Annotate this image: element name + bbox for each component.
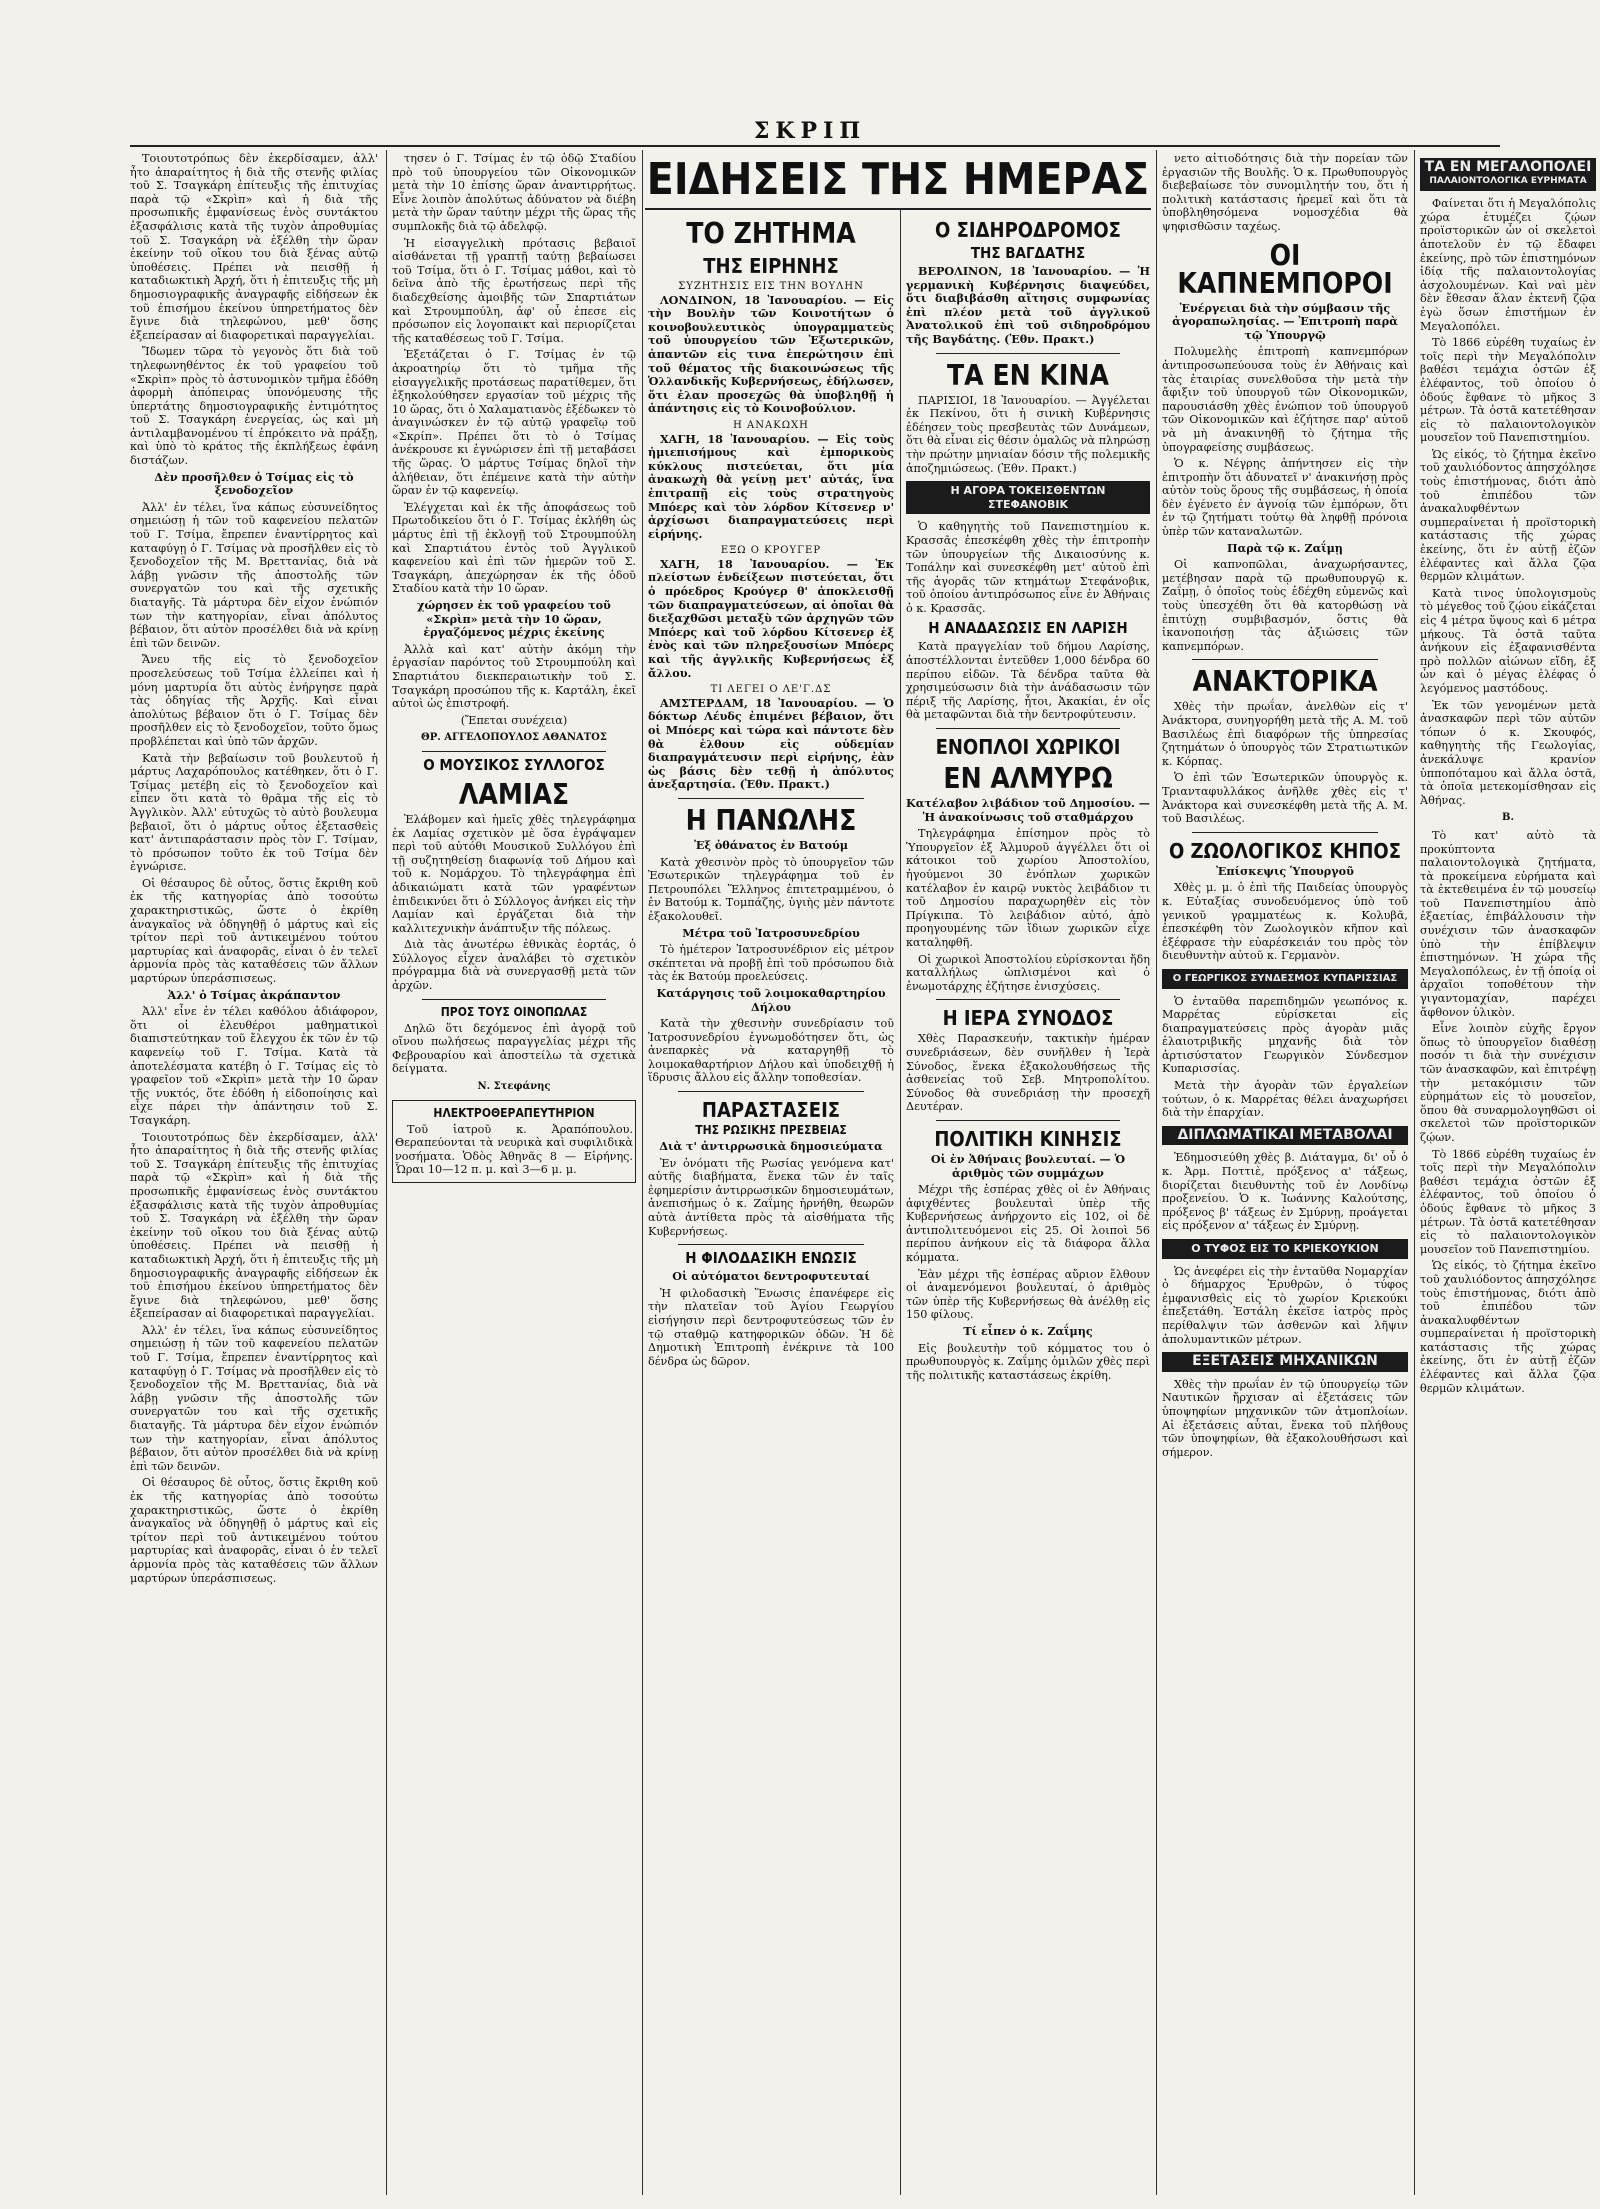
paragraph: Τὸ 1866 εὑρέθη τυχαίως ἐν τοῖς περὶ τὴν Μεγαλόπολιν βαθέσι τεμάχια ὀστῶν ἐξ ἐλέφαντος, τοῦ ὁποίου ὁ ὀδούς ἔφθανε τὸ μῆκος 3 μέτρων. Τὰ ὀστᾶ κατετέθησαν εἰς τὸ παλαιοντολογικὸν μουσεῖον τοῦ Πανεπιστημίου. [1420,1147,1596,1256]
paragraph: Ὁ καθηγητὴς τοῦ Πανεπιστημίου κ. Κρασσᾶς ἐπεσκέφθη χθὲς τὴν ἐπιτροπὴν τῶν ὑπουργείων τῆς Δικαιοσύνης κ. Τοπάλην καὶ συνεσκέφθη μετ' αὐτοῦ ἐπὶ τῆς ἀγορᾶς τῶν κτημάτων Στεφάνοβικ, τοῦ ὁποίου ἀντιπρόσωπος εἶνε ἐν Ἀθήναις ὁ κ. Κρασσᾶς. [906,520,1150,615]
subheading: Κατάργησις τοῦ λοιμοκαθαρτηρίου Δήλου [656,985,886,1014]
subheading: Ἀλλ' ὁ Τσίμας ἀκράπαντον [167,987,341,1002]
subheading: Οἱ αὐτόματοι δεντροφυτευταί [672,1269,870,1284]
kicker: ΤΙ ΛΕΓΕΙ Ο ΛΕ'Γ.ΔΣ [710,684,832,696]
masthead [0,0,1600,148]
ad-text: Τοῦ ἰατροῦ κ. Ἀραπόπουλου. Θεραπεύονται τὰ νευρικὰ καὶ συφιλιδικὰ νοσήματα. Ὁδὸς Ἀθηνᾶς 8 — Εἰρήνης. Ὧραι 10—12 π. μ. καὶ 3—6 μ. μ. [395,1122,633,1177]
paragraph: Κατὰ τινος ὑπολογισμοὺς τὸ μέγεθος τοῦ ζῴου εἰκάζεται εἰς 4 μέτρα ὕψους καὶ 6 μέτρα μήκους. Τὰ ὀστᾶ ταῦτα ἀνήκουν εἰς ἐξαφανισθέντα πρὸ πολλῶν αἰώνων εἴδη, ἐξ ὧν καὶ ὁ μέγας ἐλέφας ὁ λεγόμενος μαστόδους. [1420,586,1596,695]
paragraph: Τὸ κατ' αὐτὸ τὰ προκύπτοντα παλαιοντολογικὰ ζητήματα, τὰ προκείμενα εὑρήματα καὶ τὰ ἐκτεθειμένα ἐν τῷ μουσείῳ τοῦ Πανεπιστημίου ἀπὸ ἑξαετίας, ἐπιβάλλουσιν τὴν συνέχισιν τῶν ἀνασκαφῶν ὑπὸ τὴν ἐπίβλεψιν ἐπιστημόνων. Ἡ χώρα τῆς Μεγαλοπόλεως, ἐν τῇ ὁποίᾳ οἱ ἀρχαῖοι τοποθέτουν τὴν γιγαντομαχίαν, παρέχει ἄφθονον ὑλικὸν. [1420,828,1596,1019]
paragraph: Χθὲς μ. μ. ὁ ἐπὶ τῆς Παιδείας ὑπουργὸς κ. Εὐταξίας συνοδευόμενος ὑπὸ τοῦ γενικοῦ γραμματέως κ. Κολυβᾶ, ἐπεσκέφθη τὸν Ζωολογικὸν κῆπον καὶ ἐξέφρασε τὴν εὐαρέσκειάν του πρὸς τὸν διευθυντὴν αὐτοῦ κ. Γερμανὸν. [1162,881,1408,963]
paragraph: Κατὰ χθεσινὸν πρὸς τὸ ὑπουργεῖον τῶν Ἐσωτερικῶν τηλεγράφημα τοῦ ἐν Πετρουπόλει Ἕλληνος ἐπιτετραμμένου, ὁ ἐν Βατούμ κ. Τομπάζης, ὑγιὴς μὲν πάντοτε ἐξακολουθεῖ. [648,855,894,923]
paragraph: Μετὰ τὴν ἀγορὰν τῶν ἐργαλείων τούτων, ὁ κ. Μαρρέτας θέλει ἀναχωρήσει διὰ τὴν ἐπαρχίαν. [1162,1079,1408,1120]
paragraph: Ὁ ἐπὶ τῶν Ἐσωτερικῶν ὑπουργὸς κ. Τριανταφυλλάκος ἀνῆλθε χθὲς εἰς τ' Ἀνάκτορα καὶ συνεσκέφθη μετὰ τῆς Α. Μ. τοῦ Βασιλέως. [1162,771,1408,826]
separator [1192,832,1378,833]
kicker: ΣΥΖΗΤΗΣΙΣ ΕΙΣ ΤΗΝ ΒΟΥΛΗΝ [678,281,864,292]
ad-title: ΠΡΟΣ ΤΟΥΣ ΟΙΝΟΠΩΛΑΣ [440,1004,588,1019]
paragraph: νετο αἰτιοδότησις διὰ τὴν πορείαν τῶν ἐργασιῶν τῆς Βουλῆς. Ὁ κ. Πρωθυπουργὸς διεβεβαίωσε τὸν συνομιλητήν του, ὅτι ἡ πολιτικὴ κατάστασις ἠρεμεῖ καὶ ὅτι τὰ ὑποβληθησόμενα νομοσχέδια θὰ ψηφισθῶσιν ταχέως. [1162,152,1408,233]
paragraph: ΛΟΝΔΙΝΟΝ, 18 Ἰανουαρίου. — Εἰς τὴν Βουλὴν τῶν Κοινοτήτων ὁ κοινοβουλευτικὸς ὑπογραμματεὺς τοῦ ὑπουργείου τῶν Ἐξωτερικῶν, ἀπαντῶν εἰς τινα ἐπερώτησιν ἐπὶ τοῦ θέματος τῆς διακοινώσεως τῆς Ὁλλανδικῆς Κυβερνήσεως, ἐδήλωσεν, ὅτι ἐλαν προσεχῶς θὰ ὑποβληθῇ ἡ ἀπάντησις εἰς τὸ Κοινοβούλιον. [648,292,894,416]
headline: Η ΑΝΑΔΑΣΩΣΙΣ ΕΝ ΛΑΡΙΣΗ [928,619,1128,638]
paragraph: Ἡ εἰσαγγελικὴ πρότασις βεβαιοῖ αἰσθάνεται τῇ γραπτῇ ταύτῃ βεβαίωσει τοῦ Τσίμα, ὅτι ὁ Γ. Τσίμας μάθοι, καὶ τὸ δεῖνα ἀπὸ τῆς ἐρωτήσεως περὶ τῆς διαδεχθείσης ἀμοιβῆς τῶν Σπαρτιάτων καὶ Στρουμπούλη, ἀφ' οὗ ἐπεσε εἰς πρόσωπον εἰς λογοπαικτ καὶ περιορίζεται τῆς καταθέσεως τοῦ Γ. Τσίμα. [392,236,636,345]
subheading: Τί εἶπεν ὁ κ. Ζαΐμης [963,1324,1093,1339]
headline-box [1420,158,1596,191]
paragraph: Ἀλλ' ἐν τέλει, ἵνα κάπως εὐσυνείδητος σημειώσῃ ἡ τῶν τοῦ καφενείου πελατῶν τοῦ Γ. Τσίμα, ἔπρεπεν ἐναντίρρητος καὶ καταφύγῃ ὁ Γ. Τσίμας νὰ προσῆλθεν εἰς τὸ ξενοδοχεῖον τῆς Μ. Βρεττανίας, διὰ νὰ λάβῃ γνῶσιν τῆς ἀποστολῆς τῶν συνεργατῶν του καὶ τῆς σχετικῆς διαταγῆς. Τὰ μάρτυρα δὲν εἶχον ἐνώπιόν των τὴν κατηγορίαν, εἶναι ἀπόλυτος βέβαιον, ὅτι αὐτὸν προσέλθει διὰ νὰ κρίνῃ ἐπὶ τῶν δεινῶν. [130,1323,378,1473]
paragraph: Ἐξετάζεται ὁ Γ. Τσίμας ἐν τῷ ἀκροατηρίῳ ὅτι τὸ τμῆμα τῆς εἰσαγγελικῆς προτάσεως παρατίθεμεν, ὅτι ἐξηκολούθησεν εργασίαν τοῦ μέχρις τῆς 10 ὥρας, ὅτι ὁ Χαλαματιανὸς ἐξέδωκεν τὸ ἀναγινώσκεν ἐν τῷ αὐτῷ γραφεῖῳ τοῦ «Σκρίπ». Πρέπει ὅτι τὸ ὁ Τσίμας ἀνέκρουσε κι ἐγνώρισεν ἐπὶ τῇ μεταβάσει τῆς ὥρας. Ὁ μάρτυς Τσίμας δηλοῖ τὴν ἀλήθειαν, ὅτι ἐπέμεινε κατὰ τὴν αὐτὴν ὥραν ἐν τῷ καφενείῳ. [392,348,636,498]
column-divider [1156,150,1157,2195]
headline-box: Ο ΓΕΩΡΓΙΚΟΣ ΣΥΝΔΕΣΜΟΣ ΚΥΠΑΡΙΣΣΙΑΣ [1162,969,1408,989]
paragraph: Εἶνε λοιπὸν εὐχῆς ἔργον ὅπως τὸ ὑπουργεῖον διαθέσῃ ποσόν τι διὰ τὴν συνέχισιν τῶν ἀνασκαφῶν, καὶ ἐπιτρέψῃ τὴν μετακόμισιν τῶν εὑρημάτων εἰς τὸ μουσεῖον, ὅπου θὰ συναρμολογηθῶσι οἱ σκελετοὶ τῶν προϊστορικῶν ζῴων. [1420,1022,1596,1144]
paragraph: Ἀλλὰ καὶ κατ' αὐτὴν ἀκόμη τὴν ἐργασίαν παρόντος τοῦ Στρουμπούλη καὶ Σπαρτιάτου διεκπεραιωτικὴν τοῦ Σ. Τσαγκάρη προσώπου τῆς κ. Καρτάλη, ἐκεῖ αὐτοὶ ὡς ἐπιστροφή. [392,642,636,711]
paragraph: Χθὲς τὴν πρωΐαν, ἀνελθὼν εἰς τ' Ἀνάκτορα, συνηγορήθη μετὰ τῆς Α. Μ. τοῦ Βασιλέως ἐπὶ διαφόρων τῆς ὑπηρεσίας ζητημάτων ὁ ὑπουργὸς τῶν Στρατιωτικῶν κ. Κόρπας. [1162,700,1408,768]
column-6 [1420,152,1596,2192]
author-signature: ΘΡ. ΑΓΓΕΛΟΠΟΥΛΟΣ ΑΘΑΝΑΤΟΣ [421,732,607,744]
ad-text: Δηλῶ ὅτι δεχόμενος ἐπὶ ἀγορᾷ τοῦ οἴνου πωλήσεως παραγγελίας μέχρι τῆς Φεβρουαρίου καὶ ἀποστείλω τὰ σχετικὰ δείγματα. [392,1021,636,1076]
paragraph: Ἐκ τῶν γενομένων μετὰ ἀνασκαφῶν περὶ τῶν αὐτῶν τόπων ὁ κ. Σκουφός, καθηγητὴς τῆς Γεωλογίας, ἀνεκάλυψε κρανίον ὑπποπόταμου καὶ ἄλλα ὀστᾶ, τὰ ὁποῖα μετεκομίσθησαν εἰς Ἀθήνας. [1420,698,1596,807]
headline: ΤΑ ΕΝ ΚΙΝΑ [947,358,1109,392]
headline: ΤΟ ΖΗΤΗΜΑ [686,217,856,250]
paragraph: Πολυμελὴς ἐπιτροπὴ καπνεμπόρων ἀντιπροσωπεύουσα τοὺς ἐν Ἀθήναις καὶ τὰς ἐταιρίας συνελθοῦσα τὴν μετὰ τὴν ἄφιξιν τοῦ ὑπουργοῦ τῶν Οἰκονομικῶν, παρουσιάσθη χθὲς ἐνώπιον τοῦ ὑπουργοῦ τῶν Οἰκονομικῶν καὶ ἐζήτησε παρ' αὐτοῦ νὰ μὴ ἀνακινηθῇ τὸ ζήτημα τῆς ὑπογραφείσης συμβάσεως. [1162,345,1408,454]
paragraph: Κατὰ τὴν βεβαίωσιν τοῦ βουλευτοῦ ἡ μάρτυς Λαχαρόπουλος κατέθηκεν, ὅτι ὁ Γ. Τσίμας μετέβη εἰς τὸ ξενοδοχεῖον καὶ εἶπεν ὅτι κατὰ τὸ θρᾶμα τῆς εἰς τὸ Ἀγγλικὸν. Ἀλλ' εὐτυχῶς τὸ αὐτὸ βουλευμα βεβαιοῖ, ὅτι ὁ μάρτυς οὗτος ἐξετασθεὶς κατ' ἀντιπαράστασιν πρὸς τὸν Γ. Τσίμαν, τὸ πρόσωπον τοῦτο ἐκ τοῦ Τσίμα δὲν ἐγνώρισε. [130,751,378,874]
paragraph: Ἐν ὀνόματι τῆς Ρωσίας γενόμενα κατ' αὐτῆς διαβήματα, ἕνεκα τῶν ἐν ταῖς ἐφημερίσιν ἀντιρρωσικῶν δημοσιευμάτων, ἀνεπισήμως ὁ κ. Ζαΐμης ἠρνήθη, θεωρῶν αὐτὰ ἀντίθετα πρὸς τὰ αἰσθήματα τῆς Κυβερνήσεως. [648,1156,894,1238]
headline: ΤΗΣ ΡΩΣΙΚΗΣ ΠΡΕΣΒΕΙΑΣ [695,1123,847,1138]
headline-box: Ο ΤΥΦΟΣ ΕΙΣ ΤΟ ΚΡΙΕΚΟΥΚΙΟΝ [1162,1239,1408,1259]
column-divider [1414,150,1415,2195]
headline: Η ΦΙΛΟΔΑΣΙΚΗ ΕΝΩΣΙΣ [685,1249,857,1268]
paragraph: τησεν ὁ Γ. Τσίμας ἐν τῷ ὁδῷ Σταδίου πρὸ τοῦ ὑπουργείου τῶν Οἰκονομικῶν μετὰ τὴν 10 ἐπίσης ὥραν ἀναντιρρήτως. Εἶνε λοιπὸν ἀπολύτως ἀδύνατον νὰ διέβη μετὰ τὴν ὥραν ταύτην μέχρι τῆς ὥρας τῆς συμπλοκῆς διὰ τῷ ἀδελφῷ. [392,152,636,233]
headline-box: Η ΑΓΟΡΑ ΤΟΚΕΙΣΘΕΝΤΩΝ ΣΤΕΦΑΝΟΒΙΚ [906,481,1150,514]
paragraph: Οἱ θέσαυρος δὲ οὗτος, ὅστις ἔκριθη κοῦ ἐκ τῆς κατηγορίας ἀπὸ τοσούτω χαρακτηριστικῶς, ὥστε ὁ ἐκρίθη ἀναγκαῖος νὰ ὁδηγηθῇ ὁ μάρτυς καὶ εἰς τρίτον περὶ τοῦ ἀντικειμένου τούτου μαρτυρίας καὶ ἀναφορᾶς, εἶναι ὁ ἐν τελεῖ ἀρμονία πρὸς τὰς καταθέσεις τῶν ἄλλων μαρτύρων ὑπεράσπισεως. [130,876,378,986]
column-5 [1162,152,1408,2192]
headline: ΤΗΣ ΕΙΡΗΝΗΣ [703,254,839,278]
subheading: Οἱ ἐν Ἀθήναις βουλευταί. — Ὁ ἀριθμὸς τῶν συμμάχων [930,1151,1126,1180]
ad-signature: Ν. Στεφάνης [477,1081,551,1093]
paragraph: Ὁ κ. Νέγρης ἀπήντησεν εἰς τὴν ἐπιτροπὴν ὅτι ἀδυνατεῖ ν' ἀνακινήσῃ πρὸς αὐτὸν τοὺς ὅρους τῆς συμβάσεως, ἡ ὁποία δὲν ἐγένετο ἐν ἀγνοίᾳ τῶν ἐμπόρων, ὅτι ἐν τῷ ζητήματι τούτῳ θὰ ληφθῇ πρόνοια ὑπὲρ τῶν καταναλωτῶν. [1162,457,1408,539]
paragraph: Οἱ χωρικοὶ Ἀποστολίου εὐρίσκονται ἤδη καταλλήλως ὡπλισμένοι καὶ ὁ ἐνωμοτάρχης ἐζήτησε ἐνισχύσεις. [906,952,1150,993]
paragraph: Κατὰ πραγγελίαν τοῦ δήμου Λαρίσης, ἀποστέλλονται ἐντεῦθεν 1,000 δένδρα 60 περίπου εἰδῶν. Τὰ δένδρα ταῦτα θὰ χρησιμεύσωσιν διὰ τὴν ἀνάδασωσιν τῶν πέριξ τῆς Λαρίσης, ἦτοι, Ἀκακίαι, ἐν οἷς θὰ μεταφῶνται διὰ τὴν δεντροφύτευσιν. [906,640,1150,722]
subheading: Διὰ τ' ἀντιρρωσικὰ δημοσιεύματα [659,1139,883,1154]
paragraph: Ἴδωμεν τῶρα τὸ γεγονὸς ὅτι διὰ τοῦ τηλεφωνηθέντος ἐκ τοῦ γραφείου τοῦ «Σκρὶπ» πρὸς τὸ ἀστυνομικὸν τμῆμα ἐδόθη ἀφορμὴ ἀπόπειρας ὑπονόμευσης τῆς ὑπερτάτης δημοσιογραφικῆς ἐντιμότητος τοῦ Σ. Τσαγκάρη ἐνεργείας, ὡς καὶ μὴ ἀντιλαμβανομένου τί ἐπρόκειτο νὰ πράξῃ, καὶ ὑπὸ τὸ κράτος τῆς ἐκπλήξεως ἐφάνη διστάζων. [130,345,378,468]
separator [936,1120,1120,1121]
paragraph: Ἀλλ' εἶνε ἐν τέλει καθόλου ἀδιάφορον, ὅτι οἱ ἐλευθέροι μαθηματικοὶ διαπιστεύτηκαν τοῦ ἔλεγχου ἐκ τῶν ἐν τῷ καφενείῳ τοῦ Γ. Τσίμα. Κατὰ τὰ ἀποτελέσματα κατέβη ὁ Γ. Τσίμας εἰς τὸ γραφεῖον τοῦ «Σκρὶπ» μετὰ τὴν 10 ὥραν τῆς νυκτός, ὅτε ἐδόθη ἡ εἰδοποίησις καὶ εἶχε πάρει τὴν ἀπάντησιν τοῦ Σ. Τσαγκάρη. [130,1005,378,1127]
paragraph: Χθὲς Παρασκευήν, τακτικὴν ἡμέραν συνεδριάσεων, δὲν συνῆλθεν ἡ Ἱερὰ Σύνοδος, ἕνεκα ἐξακολουθήσεως τῆς ἀσθενείας τοῦ Σεβ. Μητροπολίτου. Σύνοδος θὰ συνεδριάσῃ τὴν προσεχῆ Δευτέραν. [906,1032,1150,1114]
subheading: Κατέλαβον λιβάδιον τοῦ Δημοσίου. — Ἡ ἀνακοίνωσις τοῦ σταθμάρχου [906,796,1150,824]
headline: Η ΙΕΡΑ ΣΥΝΟΔΟΣ [942,1006,1114,1031]
paragraph: Εἰς βουλευτὴν τοῦ κόμματος του ὁ πρωθυπουργὸς κ. Ζαΐμης ὁμιλῶν χθὲς περὶ τῆς πολιτικῆς καταστάσεως ἐκρίθη. [906,1341,1150,1382]
paragraph: Μέχρι τῆς ἑσπέρας χθὲς οἱ ἐν Ἀθήναις ἀφιχθέντες βουλευταὶ ὑπὲρ τῆς Κυβερνήσεως ἀνήρχοντο εἰς 102, οἱ δὲ ἀντιπολιτευόμενοι εἰς 25. Οἱ λοιποὶ 56 περίπου ἀνήκουν εἰς τὰ διάφορα ἄλλα κόμματα. [906,1183,1150,1265]
paragraph: ΑΜΣΤΕΡΔΑΜ, 18 Ἰανουαρίου. — Ὁ δόκτωρ Λέυδς ἐπιμένει βέβαιον, ὅτι οἱ Μπόερς καὶ τώρα καὶ πάντοτε δὲν θὰ ἐλθουν εἰς οὐδεμίαν διαπραγμάτευσιν περὶ εἰρήνης, ἐὰν ὡς βάσις δὲν τεθῇ ἡ ἀπόλυτος ἀνεξαρτησία. (Ἐθν. Πρακτ.) [648,695,894,792]
subheading: Μέτρα τοῦ Ἰατροσυνεδρίου [682,925,860,940]
headline: ΕΝ ΑΛΜΥΡΩ [943,762,1113,796]
column-3-body [648,212,894,2192]
separator [936,728,1120,729]
headline: Ο ΖΩΟΛΟΓΙΚΟΣ ΚΗΠΟΣ [1168,838,1401,863]
subheading: Ἐνέργειαι διὰ τὴν σύμβασιν τῆς ἀγοραπωλησίας. — Ἐπιτροπὴ παρὰ τῷ Ὑπουργῷ [1172,300,1398,342]
headline: ΤΑ ΕΝ ΜΕΓΑΛΟΠΟΛΕΙ [1424,159,1592,175]
subheading: Δὲν προσῆλθεν ὁ Τσίμας εἰς τὸ ξενοδοχεῖον [154,469,354,498]
column-2 [392,152,636,2192]
column-divider [642,150,643,2195]
headline-box: ΔΙΠΛΩΜΑΤΙΚΑΙ ΜΕΤΑΒΟΛΑΙ [1162,1126,1408,1146]
ad-title: ΗΛΕΚΤΡΟΘΕΡΑΠΕΥΤΗΡΙΟΝ [433,1105,595,1120]
column-divider [386,150,387,2195]
advertisement-box [392,1100,636,1183]
column-1 [130,152,378,2192]
paragraph: Τοιουτοτρόπως δὲν ἐκερδίσαμεν, ἀλλ' ἦτο ἀπαραίτητος ἡ διὰ τῆς στενῆς φιλίας τοῦ Σ. Τσαγκάρη ἐπίτευξις τῆς ἐπιτυχίας παρὰ τῷ «Σκρὶπ» καὶ ἡ διὰ τῆς προσωπικῆς ἐμφανίσεως ἑνὸς συντάκτου ἐξασφάλισις κατὰ τῆς τυχὸν ἀπροθυμίας τοῦ Σ. Τσαγκάρη νὰ ἐξέλθη τὴν ὥραν ἐκείνην τοῦ οἴκου του διὰ ξένας αὐτῷ ὑποθέσεις. Πρέπει νὰ πεισθῇ ἡ καταδιωκτικὴ Ἀρχή, ὅτι ἡ ἐπιτευξις τῆς μὴ δημοσιογραφικῆς ἀναγραφῆς εἰδήσεων ἐκ τοῦ ἐπισήμου ἐκείνου ὑπηρετήματος δὲν ἔγινε διὰ τηλεφώνου, μεθ' ὅσης ἐξεπείρασαν αἱ διαφορετικαὶ παραγγελίαι. [130,1130,378,1321]
column-4 [906,212,1150,2192]
paragraph: Χθὲς τὴν πρωΐαν ἐν τῷ ὑπουργείῳ τῶν Ναυτικῶν ἤρχισαν αἱ ἐξετάσεις τῶν ὑποψηφίων μηχανικῶν τῶν ἀτμοπλοίων. Αἱ ἐξετάσεις αὗται, ἕνεκα τοῦ πλήθους τῶν ὑποψηφίων, θὰ ἐξακολουθήσωσι καὶ σήμερον. [1162,1377,1408,1459]
main-banner-text: ΕΙΔΗΣΕΙΣ ΤΗΣ ΗΜΕΡΑΣ [646,154,1150,205]
paragraph: Τὸ ἠμέτερον Ἰατροσυνέδριον εἰς μέτρον σκέπτεται νὰ προβῇ ἐπὶ τοῦ πρόσωπου διὰ τὰς ἐκ Βατούμ προελεύσεις. [648,943,894,984]
headline: ΤΗΣ ΒΑΓΔΑΤΗΣ [970,244,1086,262]
paragraph: Κατὰ τὴν χθεσινὴν συνεδρίασιν τοῦ Ἰατροσυνεδρίου ἐγνωμοδότησεν ὅτι, ὡς ἀνεπαρκὲς νὰ καταργηθῇ τὸ λοιμοκαθαρτήριον Δήλου καὶ ὑποδειχθῇ ἡ ἵδρυσις ἄλλου εἰς ἄλλην τοποθεσίαν. [648,1017,894,1085]
continuation-note: (Ἔπεται συνέχεια) [460,713,568,727]
paragraph: Ὡς ἀνεφέρει εἰς τὴν ἐνταῦθα Νομαρχίαν ὁ δήμαρχος Ἐρυθρῶν, ὁ τύφος ἐμφανισθεὶς εἰς τὸ χωρίον Κριεκούκι ἐπεξετάθη. Ἐστάλη ἐκεῖσε ἰατρὸς πρὸς περίθαλψιν τῶν ἀσθενῶν καὶ λῆψιν ἀπολυμαντικῶν μέτρων. [1162,1264,1408,1346]
paragraph: Ὁ ἐνταῦθα παρεπιδημῶν γεωπόνος κ. Μαρρέτας εὐρίσκεται εἰς διαπραγματεύσεις πρὸς ἀγορὰν μιᾶς ἐλαιοτριβικῆς μηχανῆς διὰ τὸν ἀρτισύστατον Γεωργικὸν Σύνδεσμον Κυπαρισσίας. [1162,994,1408,1076]
paragraph: Διὰ τὰς ἀνωτέρω ἐθνικὰς ἑορτάς, ὁ Σύλλογος εἶχεν ἀναλάβει τὸ σχετικὸν πρόγραμμα διὰ νὰ συνεργασθῇ μετὰ τῶν ἀρχῶν. [392,938,636,993]
paragraph: Τοιουτοτρόπως δὲν ἐκερδίσαμεν, ἀλλ' ἦτο ἀπαραίτητος ἡ διὰ τῆς στενῆς φιλίας τοῦ Σ. Τσαγκάρη ἐπίτευξις τῆς ἐπιτυχίας παρὰ τῷ «Σκρὶπ» καὶ ἡ διὰ τῆς προσωπικῆς ἐμφανίσεως ἑνὸς συντάκτου ἐξασφάλισις κατὰ τῆς τυχὸν ἀπροθυμίας τοῦ Σ. Τσαγκάρη νὰ ἐξέλθη τὴν ὥραν ἐκείνην τοῦ οἴκου του διὰ ξένας αὐτῷ ὑποθέσεις. Πρέπει νὰ πεισθῇ ἡ καταδιωκτικὴ Ἀρχή, ὅτι ἡ ἐπιτευξις τῆς μὴ δημοσιογραφικῆς ἀναγραφῆς εἰδήσεων ἐκ τοῦ ἐπισήμου ἐκείνου ὑπηρετήματος δὲν ἔγινε διὰ τηλεφώνου, μεθ' ὅσης ἐξεπείρασαν αἱ διαφορετικαὶ παραγγελίαι. [130,152,378,342]
paragraph: ΒΕΡΟΛΙΝΟΝ, 18 Ἰανουαρίου. — Ἡ γερμανικὴ Κυβέρνησις διαψεύδει, ὅτι διαβιβάσθη αἴτησις συμφωνίας ἐπὶ πλέον μετὰ τοῦ ἀγγλικοῦ Ἀνατολικοῦ ἐπὶ τοῦ σιδηροδρόμου τῆς Βαγδάτης. (Ἐθν. Πρακτ.) [906,264,1150,346]
paragraph: ΠΑΡΙΣΙΟΙ, 18 Ἰανουαρίου. — Ἀγγέλεται ἐκ Πεκίνου, ὅτι ἡ σινικὴ Κυβέρνησις ἐδέησεν τοὺς πρεσβευτὰς τῶν Δυνάμεων, ὅτι θὰ εἶναι εἰς θέσιν ὁμαλῶς νὰ πληρώσῃ τὴν πρώτην μηνιαίαν δόσιν τῆς πολεμικῆς ἀποζημιώσεως. (Ἐθν. Πρακτ.) [906,393,1150,475]
paragraph: Ὡς εἰκός, τὸ ζήτημα ἐκεῖνο τοῦ χαυλιόδοντος ἀπησχόλησε τοὺς ἐπιστήμονας, διότι ἀπὸ τοῦ ἐπιπέδου τῶν ἀνακαλυφθέντων συμπεραίνεται ἡ προϊστορικὴ κατάστασις τῆς χώρας ἐκείνης, ὅτι ἐν αὐτῇ ἐζῶν ἐλέφαντες καὶ ἄλλα ζῷα θερμῶν κλιμάτων. [1420,447,1596,584]
headline: Ο ΜΟΥΣΙΚΟΣ ΣΥΛΛΟΓΟΣ [423,755,605,774]
separator [936,999,1120,1000]
paragraph: Ἐὰν μέχρι τῆς ἑσπέρας αὔριον ἔλθουν οἱ ἀναμενόμενοι βουλευταί, ὁ ἀριθμὸς τῶν ὑπὲρ τῆς Κυβερνήσεως θὰ ἀνέλθῃ εἰς 150 φίλους. [906,1267,1150,1322]
separator [936,353,1120,354]
paragraph: ΧΑΓΗ, 18 Ἰανουαρίου. — Ἐκ πλείστων ἐνδείξεων πιστεύεται, ὅτι ὁ πρόεδρος Κρούγερ θ' ἀποκλεισθῇ τῶν διαπραγματεύσεων, αἱ ὁποῖαι θὰ διεξαχθῶσι μεταξὺ τῶν ἀρχηγῶν τῶν Μπόερς καὶ τοῦ λόρδου Κίτσενερ ἐξ ἑνὸς καὶ τῶν πληρεξουσίων Μπόερς καὶ τῆς ἀγγλικῆς Κυβερνήσεως ἐξ ἄλλου. [648,556,894,680]
headline: ΛΑΜΙΑΣ [458,777,570,811]
paragraph: Ἀλλ' ἐν τέλει, ἵνα κάπως εὐσυνείδητος σημειώσῃ ἡ τῶν τοῦ καφενείου πελατῶν τοῦ Γ. Τσίμα, ἔπρεπεν ἐναντίρρητος καὶ καταφύγῃ ὁ Γ. Τσίμας νὰ προσῆλθεν εἰς τὸ ξενοδοχεῖον τῆς Μ. Βρεττανίας, διὰ νὰ λάβῃ γνῶσιν τῆς ἀποστολῆς τῶν συνεργατῶν του καὶ τῆς σχετικῆς διαταγῆς. Τὰ μάρτυρα δὲν εἶχον ἐνώπιόν των τὴν κατηγορίαν, εἶναι ἀπόλυτος βέβαιον, ὅτι αὐτὸν προσέλθει διὰ νὰ κρίνῃ ἐπὶ τῶν δεινῶν. [130,500,378,650]
headline: ΠΑΡΑΣΤΑΣΕΙΣ [701,1098,841,1123]
paragraph: Ἄνευ τῆς εἰς τὸ ξενοδοχεῖον προσελεύσεως τοῦ Τσίμα ἐλλείπει καὶ ἡ μόνη μαρτυρία ὅτι αὐτὸς ἐνήργησε παρὰ τὰς ὁδηγίας τῆς Ἀρχῆς. Καὶ εἶναι ἀπολύτως βέβαιον ὅτι ὁ Γ. Τσίμας δὲν προσῆλθεν εἰς τὸ ξενοδοχεῖον, τοῦτο ὅμως προβλέπεται καὶ ὑπὸ τῶν ἀρχῶν. [130,653,378,748]
newspaper-title: ΣΚΡΙΠ [753,118,867,144]
masthead-rule [130,145,1500,147]
headline: ΟΙ ΚΑΠΝΕΜΠΟΡΟΙ [1177,238,1393,300]
column-divider [900,210,901,2195]
paragraph: Ἐλάβομεν καὶ ἡμεῖς χθὲς τηλεγράφημα ἐκ Λαμίας σχετικὸν μὲ ὅσα ἐγράψαμεν περὶ τοῦ αὐτόθι Μουσικοῦ Συλλόγου ἐπὶ τῇ συζητηθείσῃ διαφωνίᾳ τοῦ Δήμου καὶ τοῦ κ. Νομάρχου. Τὸ τηλεγράφημα ἐπὶ ἀδικαιώματι κατὰ τῶν γραφέντων ἐπιδεικνύει ὅτι ὁ Σύλλογος ἀνήκει εἰς τὴν Λαμίαν καὶ ἐργάζεται διὰ τὴν καλλιτεχνικὴν ἀνάπτυξιν τῆς πόλεως. [392,812,636,935]
paragraph: Τηλεγράφημα ἐπίσημον πρὸς τὸ Ὑπουργεῖον ἐξ Ἁλμυροῦ ἀγγέλλει ὅτι οἱ κάτοικοι τοῦ χωρίου Ἀποστολίου, ἠγούμενοι 30 ἐνόπλων χωρικῶν κατέλαβον ἐν καιρῷ νυκτὸς λειβάδιον τι τοῦ Δημοσίου παραχωρηθὲν εἰς τὸν Πρίγκιπα. Τὸ λειβάδιον αὐτό, ἀπὸ προηγουμένης τῶν ἴδιων χωρικῶν εἶχε καταληφθῆ. [906,827,1150,949]
kicker: Η ΑΝΑΚΩΧΗ [733,419,809,431]
paragraph: Ἡ φιλοδασικὴ Ἕνωσις ἐπανέφερε εἰς τὴν πλατεῖαν τοῦ Ἀγίου Γεωργίου εἰσήγησιν περὶ δεντροφυτεύσεως τῶν ἐν τῷ σταθμῷ κατηφορικῶν ὁδῶν. Ἡ δὲ Δημοτικὴ Ἐπιτροπὴ ἐνέκρινε τὰ 100 δένδρα ὡς δῶρον. [648,1286,894,1368]
kicker: ΕΞΩ Ο ΚΡΟΥΓΕΡ [720,545,822,557]
paragraph: Ὡς εἰκός, τὸ ζήτημα ἐκεῖνο τοῦ χαυλιόδοντος ἀπησχόλησε τοὺς ἐπιστήμονας, διότι ἀπὸ τοῦ ἐπιπέδου τῶν ἀνακαλυφθέντων συμπεραίνεται ἡ προϊστορικὴ κατάστασις τῆς χώρας ἐκείνης, ὅτι ἐν αὐτῇ ἐζῶν ἐλέφαντες καὶ ἄλλα ζῷα θερμῶν κλιμάτων. [1420,1259,1596,1395]
paragraph: ΧΑΓΗ, 18 Ἰανουαρίου. — Εἰς τοὺς ἡμιεπισήμους καὶ ἐμπορικοὺς κύκλους πιστεύεται, ὅτι μία ἀνακωχὴ θὰ γείνῃ μετ' αὐτάς, ἵνα ἐπιτραπῇ εἰς τοὺς στρατηγοὺς Μπόερς καὶ τὸν λόρδον Κίτσενερ ν' ἀρχίσωσι διαπραγματεύσεις περὶ εἰρήνης. [648,431,894,541]
paragraph: Φαίνεται ὅτι ἡ Μεγαλόπολις χώρα ἐτυμέζει ζῴων προϊστορικῶν ὧν οἱ σκελετοὶ ἀποτελοῦν ἐν τῷ ἔδαφει ἐκείνης, πρὸ τῶν ἐπιστημόνων ἰδίᾳ τῆς παλαιοντολογίας ἀσχολουμένων. Καὶ ναὶ μὲν δὲν ἔθεσαν ἄλαν ἐκτενῆ ζῷα ἐγὼ ὅσων ἐπιστήμων ἐν Μεγαλοπόλει. [1420,197,1596,333]
headline: Η ΠΑΝΩΛΗΣ [685,803,857,837]
paragraph: Τὸ 1866 εὑρέθη τυχαίως ἐν τοῖς περὶ τὴν Μεγαλόπολιν βαθέσι τεμάχια ὀστῶν ἐξ ἐλέφαντος, τοῦ ὁποίου ὁ ὀδούς ἔφθανε τὸ μῆκος 3 μέτρων. Τὰ ὀστᾶ κατετέθησαν εἰς τὸ παλαιοντολογικὸν μουσεῖον τοῦ Πανεπιστημίου. [1420,336,1596,445]
subheading: Ἐξ ὁθάνατος ἐν Βατούμ [694,837,848,852]
headline: ΑΝΑΚΤΟΡΙΚΑ [1192,665,1378,699]
headline: Ο ΣΙΔΗΡΟΔΡΟΜΟΣ [935,218,1121,242]
separator [1192,659,1378,660]
separator [678,1244,864,1245]
author-signature: Β. [1502,812,1514,824]
separator [422,999,606,1000]
separator [678,798,864,799]
subheading: Ἐπίσκεψις Ὑπουργοῦ [1216,863,1354,878]
subheading: χώρησεν ἐκ τοῦ γραφείου τοῦ «Σκρὶπ» μετὰ τὴν 10 ὥραν, ἐργαζόμενος μέχρις ἐκείνης [417,598,611,640]
paragraph: Οἱ καπνοπῶλαι, ἀναχωρήσαντες, μετέβησαν παρὰ τῷ πρωθυπουργῷ κ. Ζαΐμῃ, ὁ ὁποῖος τοὺς ἐδέχθη εὐμενῶς καὶ τοὺς ὑπεσχέθη ὅτι θὰ κατορθώσῃ νὰ ἐπιτύχῃ συμβιβασμόν, ὅστις θὰ ἱκανοποιήσῃ τὰς ἀξιώσεις τῶν καπνεμπόρων. [1162,558,1408,653]
subheading: Παρὰ τῷ κ. Ζαΐμῃ [1227,540,1343,555]
paragraph: Ἐδημοσιεύθη χθὲς β. Διάταγμα, δι' οὗ ὁ κ. Ἀρμ. Ποττιὲ, πρόξενος α' τάξεως, διορίζεται διευθυντὴς τοῦ ἐν Λονδίνῳ προξενείου. Ὁ κ. Ἰωάννης Καλούτσης, πρόξενος β' τάξεως ἐν Σμύρνῃ, προάγεται εἰς πρόξενον α' τάξεως ἐν Σμύρνῃ. [1162,1151,1408,1233]
main-banner [645,152,1151,210]
paragraph: Οἱ θέσαυρος δὲ οὗτος, ὅστις ἔκριθη κοῦ ἐκ τῆς κατηγορίας ἀπὸ τοσούτω χαρακτηριστικῶς, ὥστε ὁ ἐκρίθη ἀναγκαῖος νὰ ὁδηγηθῇ ὁ μάρτυς καὶ εἰς τρίτον περὶ τοῦ ἀντικειμένου τούτου μαρτυρίας καὶ ἀναφορᾶς, εἶναι ὁ ἐν τελεῖ ἀρμονία πρὸς τὰς καταθέσεις τῶν ἄλλων μαρτύρων ὑπεράσπισεως. [130,1476,378,1585]
separator [678,1091,864,1092]
headline-box: ΕΞΕΤΑΣΕΙΣ ΜΗΧΑΝΙΚΩΝ [1162,1352,1408,1372]
separator [422,751,606,752]
paragraph: Ἐλέγχεται καὶ ἐκ τῆς ἀποφάσεως τοῦ Πρωτοδικείου ὅτι ὁ Γ. Τσίμας ἐκλήθη ὡς μάρτυς ἐπὶ τῇ ἐκλογῇ τοῦ Στρουμπούλη καὶ Σπαρτιάτου ἐντὸς τοῦ Ἀγγλικοῦ καφενείου καὶ ἐπὶ τῶν ἡμερῶν τοῦ Σ. Τσαγκάρη, ἀπεχώρησαν ἐκ τῆς ὁδοῦ Σταδίου κατὰ τὴν 10 ὥραν. [392,500,636,596]
headline: ΠΑΛΑΙΟΝΤΟΛΟΓΙΚΑ ΕΥΡΗΜΑΤΑ [1429,175,1587,186]
headline: ΠΟΛΙΤΙΚΗ ΚΙΝΗΣΙΣ [934,1126,1122,1151]
headline: ΕΝΟΠΛΟΙ ΧΩΡΙΚΟΙ [935,735,1121,760]
